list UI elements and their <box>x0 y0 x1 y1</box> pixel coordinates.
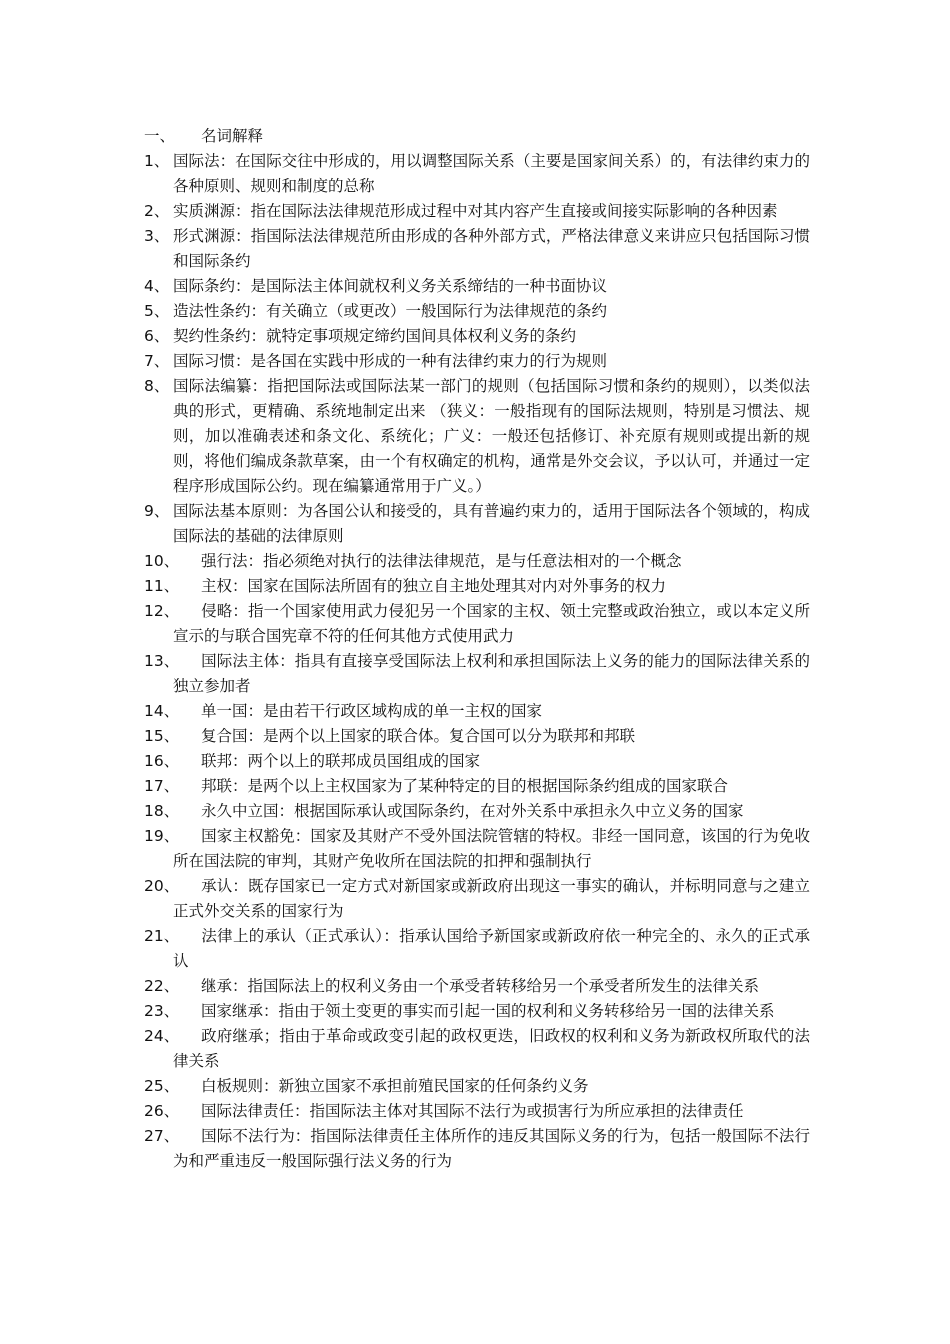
term-number: 27、 <box>144 1127 180 1145</box>
term-number: 22、 <box>144 977 180 995</box>
term-item <box>144 499 810 549</box>
term-number: 11、 <box>144 577 180 595</box>
term-number: 25、 <box>144 1077 180 1095</box>
term-number: 17、 <box>144 777 180 795</box>
term-definition: 国际法主体：指具有直接享受国际法上权利和承担国际法上义务的能力的国际法律关系的独立参加者 <box>173 652 810 695</box>
term-number: 3、 <box>144 227 170 245</box>
term-definition: 复合国：是两个以上国家的联合体。复合国可以分为联邦和邦联 <box>201 727 636 745</box>
term-item <box>144 324 810 349</box>
term-number: 6、 <box>144 327 170 345</box>
section-number: 一、 <box>144 127 176 145</box>
term-definition: 主权：国家在国际法所固有的独立自主地处理其对内对外事务的权力 <box>201 577 667 595</box>
term-definition: 白板规则：新独立国家不承担前殖民国家的任何条约义务 <box>201 1077 589 1095</box>
term-number: 9、 <box>144 502 170 520</box>
term-number: 8、 <box>144 377 170 395</box>
term-definition: 国家继承：指由于领土变更的事实而引起一国的权利和义务转移给另一国的法律关系 <box>201 1002 775 1020</box>
term-number: 19、 <box>144 827 180 845</box>
term-item <box>144 574 810 599</box>
term-item <box>144 149 810 199</box>
term-item <box>144 1024 810 1074</box>
term-number: 15、 <box>144 727 180 745</box>
term-definition: 国际法基本原则：为各国公认和接受的，具有普遍约束力的，适用于国际法各个领域的，构成国际法的基础的法律原则 <box>173 502 810 545</box>
term-item <box>144 699 810 724</box>
section-heading <box>144 124 810 149</box>
term-number: 20、 <box>144 877 180 895</box>
term-item <box>144 724 810 749</box>
term-definition: 国际不法行为：指国际法律责任主体所作的违反其国际义务的行为，包括一般国际不法行为和严重违反一般国际强行法义务的行为 <box>173 1127 810 1170</box>
term-item <box>144 549 810 574</box>
term-number: 12、 <box>144 602 180 620</box>
term-number: 23、 <box>144 1002 180 1020</box>
term-definition: 联邦：两个以上的联邦成员国组成的国家 <box>201 752 481 770</box>
term-item <box>144 349 810 374</box>
term-number: 4、 <box>144 277 170 295</box>
term-definition: 国际法编纂：指把国际法或国际法某一部门的规则（包括国际习惯和条约的规则），以类似法典的形式，更精确、系统地制定出来 （狭义：一般指现有的国际法规则，特别是习惯法、规则，加以准确表述和条文化、系统化；广义：一般还包括修订、补充原有规则或提出新的规则，将他们编成条款草案，由一个有权确定的机构，通常是外交会议，予以认可，并通过一定程序形成国际公约。现在编纂通常用于广义。） <box>173 377 810 495</box>
term-item <box>144 224 810 274</box>
term-number: 24、 <box>144 1027 180 1045</box>
term-definition: 法律上的承认（正式承认）：指承认国给予新国家或新政府依一种完全的、永久的正式承认 <box>173 927 810 970</box>
term-number: 14、 <box>144 702 180 720</box>
term-number: 7、 <box>144 352 170 370</box>
term-definition: 永久中立国：根据国际承认或国际条约，在对外关系中承担永久中立义务的国家 <box>201 802 744 820</box>
term-definition: 国际法：在国际交往中形成的，用以调整国际关系（主要是国家间关系）的，有法律约束力的各种原则、规则和制度的总称 <box>173 152 810 195</box>
term-number: 26、 <box>144 1102 180 1120</box>
term-item <box>144 974 810 999</box>
term-number: 2、 <box>144 202 170 220</box>
term-item <box>144 299 810 324</box>
term-definition: 侵略：指一个国家使用武力侵犯另一个国家的主权、领土完整或政治独立，或以本定义所宣示的与联合国宪章不符的任何其他方式使用武力 <box>173 602 810 645</box>
term-definition: 国际习惯：是各国在实践中形成的一种有法律约束力的行为规则 <box>173 352 608 370</box>
term-item <box>144 649 810 699</box>
term-item <box>144 1124 810 1174</box>
term-item <box>144 599 810 649</box>
term-definition: 实质渊源：指在国际法法律规范形成过程中对其内容产生直接或间接实际影响的各种因素 <box>173 202 778 220</box>
term-definition: 国家主权豁免：国家及其财产不受外国法院管辖的特权。非经一国同意，该国的行为免收所在国法院的审判，其财产免收所在国法院的扣押和强制执行 <box>173 827 810 870</box>
term-definition: 单一国：是由若干行政区域构成的单一主权的国家 <box>201 702 543 720</box>
term-definition: 政府继承；指由于革命或政变引起的政权更迭，旧政权的权利和义务为新政权所取代的法律关系 <box>173 1027 810 1070</box>
term-item <box>144 274 810 299</box>
term-definition: 承认：既存国家已一定方式对新国家或新政府出现这一事实的确认，并标明同意与之建立正式外交关系的国家行为 <box>173 877 810 920</box>
term-item <box>144 999 810 1024</box>
term-number: 18、 <box>144 802 180 820</box>
term-item <box>144 924 810 974</box>
term-item <box>144 799 810 824</box>
term-definition: 契约性条约：就特定事项规定缔约国间具体权利义务的条约 <box>173 327 577 345</box>
term-number: 1、 <box>144 152 170 170</box>
term-number: 16、 <box>144 752 180 770</box>
term-item <box>144 199 810 224</box>
term-number: 5、 <box>144 302 170 320</box>
section-title: 名词解释 <box>201 127 264 145</box>
term-number: 13、 <box>144 652 180 670</box>
term-number: 21、 <box>144 927 180 945</box>
term-list <box>144 149 810 1174</box>
term-item <box>144 774 810 799</box>
term-definition: 国际条约：是国际法主体间就权利义务关系缔结的一种书面协议 <box>173 277 608 295</box>
term-item <box>144 1074 810 1099</box>
term-item <box>144 374 810 499</box>
term-definition: 继承：指国际法上的权利义务由一个承受者转移给另一个承受者所发生的法律关系 <box>201 977 760 995</box>
term-item <box>144 824 810 874</box>
glossary-section <box>144 124 810 1174</box>
term-item <box>144 749 810 774</box>
term-definition: 强行法：指必须绝对执行的法律法律规范，是与任意法相对的一个概念 <box>201 552 682 570</box>
term-item <box>144 874 810 924</box>
term-item <box>144 1099 810 1124</box>
term-definition: 形式渊源：指国际法法律规范所由形成的各种外部方式，严格法律意义来讲应只包括国际习惯和国际条约 <box>173 227 810 270</box>
term-definition: 造法性条约：有关确立（或更改）一般国际行为法律规范的条约 <box>173 302 608 320</box>
term-definition: 国际法律责任：指国际法主体对其国际不法行为或损害行为所应承担的法律责任 <box>201 1102 744 1120</box>
term-definition: 邦联：是两个以上主权国家为了某种特定的目的根据国际条约组成的国家联合 <box>201 777 729 795</box>
term-number: 10、 <box>144 552 180 570</box>
